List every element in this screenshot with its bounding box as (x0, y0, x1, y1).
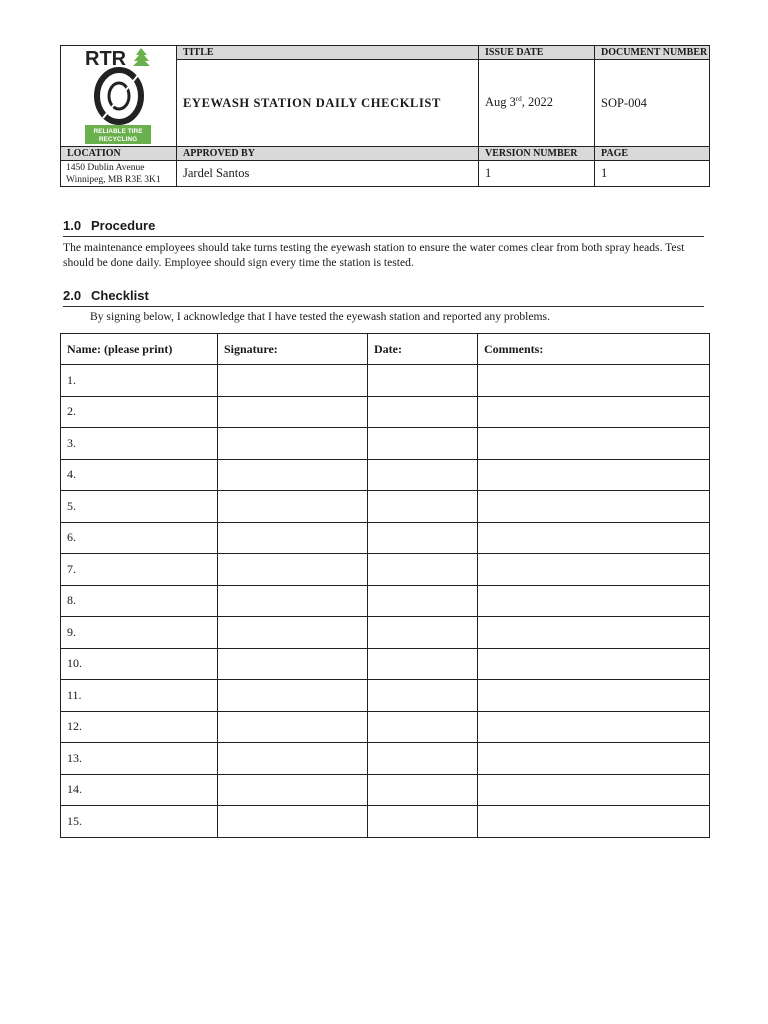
logo-tagline-2: RECYCLING (98, 136, 137, 143)
table-row (61, 806, 710, 838)
comments-cell[interactable] (478, 554, 710, 586)
date-cell[interactable] (368, 680, 478, 712)
comments-cell[interactable] (478, 743, 710, 775)
name-cell: 8. (61, 585, 218, 617)
table-row (61, 554, 710, 586)
name-cell: 11. (61, 680, 218, 712)
title-label: TITLE (177, 46, 479, 60)
comments-cell[interactable] (478, 459, 710, 491)
date-cell[interactable] (368, 648, 478, 680)
name-cell: 9. (61, 617, 218, 649)
date-cell[interactable] (368, 711, 478, 743)
name-cell: 15. (61, 806, 218, 838)
name-cell: 5. (61, 491, 218, 523)
date-cell[interactable] (368, 491, 478, 523)
comments-cell[interactable] (478, 617, 710, 649)
name-cell: 1. (61, 365, 218, 397)
location-value: 1450 Dublin Avenue Winnipeg, MB R3E 3K1 (61, 161, 177, 187)
signature-cell[interactable] (218, 680, 368, 712)
name-cell: 7. (61, 554, 218, 586)
name-cell: 13. (61, 743, 218, 775)
name-cell: 10. (61, 648, 218, 680)
signature-cell[interactable] (218, 585, 368, 617)
logo-tagline-1: RELIABLE TIRE (92, 128, 143, 135)
signature-cell[interactable] (218, 648, 368, 680)
procedure-text: The maintenance employees should take turns testing the eyewash station to ensure the water comes clear from both spray heads. Test should be done daily. Employee should sign every time the station is tested. (63, 241, 685, 269)
version-number-label: VERSION NUMBER (479, 147, 595, 161)
name-cell: 6. (61, 522, 218, 554)
table-row (61, 491, 710, 523)
signature-cell[interactable] (218, 428, 368, 460)
checklist-table (60, 333, 710, 838)
signature-cell[interactable] (218, 743, 368, 775)
signature-cell[interactable] (218, 459, 368, 491)
column-header-comments: Comments: (478, 334, 710, 365)
version-number-value: 1 (479, 161, 595, 187)
acknowledgement-text: By signing below, I acknowledge that I have tested the eyewash station and reported any problems. (90, 310, 550, 323)
signature-cell[interactable] (218, 711, 368, 743)
date-cell[interactable] (368, 554, 478, 586)
date-cell[interactable] (368, 522, 478, 554)
signature-cell[interactable] (218, 491, 368, 523)
signature-cell[interactable] (218, 554, 368, 586)
table-row (61, 396, 710, 428)
logo-brand-text: RTR (84, 48, 126, 70)
document-header (60, 45, 710, 187)
name-cell: 14. (61, 774, 218, 806)
location-label: LOCATION (61, 147, 177, 161)
name-cell: 3. (61, 428, 218, 460)
approved-by-label: APPROVED BY (177, 147, 479, 161)
comments-cell[interactable] (478, 396, 710, 428)
date-cell[interactable] (368, 396, 478, 428)
column-header-signature: Signature: (218, 334, 368, 365)
table-row (61, 522, 710, 554)
issue-date-value: Aug 3rd, 2022 (479, 60, 595, 147)
signature-cell[interactable] (218, 774, 368, 806)
table-row (61, 648, 710, 680)
signature-cell[interactable] (218, 365, 368, 397)
comments-cell[interactable] (478, 648, 710, 680)
document-number-label: DOCUMENT NUMBER (595, 46, 710, 60)
document-title: EYEWASH STATION DAILY CHECKLIST (177, 60, 479, 147)
checklist-header-row (61, 334, 710, 365)
comments-cell[interactable] (478, 428, 710, 460)
table-row (61, 585, 710, 617)
comments-cell[interactable] (478, 680, 710, 712)
date-cell[interactable] (368, 774, 478, 806)
signature-cell[interactable] (218, 806, 368, 838)
date-cell[interactable] (368, 428, 478, 460)
date-cell[interactable] (368, 743, 478, 775)
table-row (61, 365, 710, 397)
date-cell[interactable] (368, 585, 478, 617)
approved-by-value: Jardel Santos (177, 161, 479, 187)
name-cell: 4. (61, 459, 218, 491)
company-logo-cell (61, 46, 177, 147)
column-header-date: Date: (368, 334, 478, 365)
date-cell[interactable] (368, 617, 478, 649)
signature-cell[interactable] (218, 617, 368, 649)
signature-cell[interactable] (218, 522, 368, 554)
date-cell[interactable] (368, 459, 478, 491)
checklist-body (61, 365, 710, 838)
checklist-heading: 2.0 Checklist (63, 288, 704, 307)
tree-icon (133, 48, 150, 66)
tire-icon (97, 70, 141, 122)
procedure-heading: 1.0 Procedure (63, 218, 704, 237)
comments-cell[interactable] (478, 585, 710, 617)
comments-cell[interactable] (478, 522, 710, 554)
table-row (61, 743, 710, 775)
name-cell: 12. (61, 711, 218, 743)
comments-cell[interactable] (478, 774, 710, 806)
comments-cell[interactable] (478, 491, 710, 523)
comments-cell[interactable] (478, 711, 710, 743)
issue-date-label: ISSUE DATE (479, 46, 595, 60)
table-row (61, 428, 710, 460)
signature-cell[interactable] (218, 396, 368, 428)
table-row (61, 711, 710, 743)
date-cell[interactable] (368, 806, 478, 838)
table-row (61, 617, 710, 649)
page-value: 1 (595, 161, 710, 187)
document-number-value: SOP-004 (595, 60, 710, 147)
name-cell: 2. (61, 396, 218, 428)
table-row (61, 680, 710, 712)
page-label: PAGE (595, 147, 710, 161)
date-cell[interactable] (368, 365, 478, 397)
table-row (61, 774, 710, 806)
column-header-name: Name: (please print) (61, 334, 218, 365)
rtr-logo (83, 46, 155, 146)
comments-cell[interactable] (478, 365, 710, 397)
table-row (61, 459, 710, 491)
comments-cell[interactable] (478, 806, 710, 838)
